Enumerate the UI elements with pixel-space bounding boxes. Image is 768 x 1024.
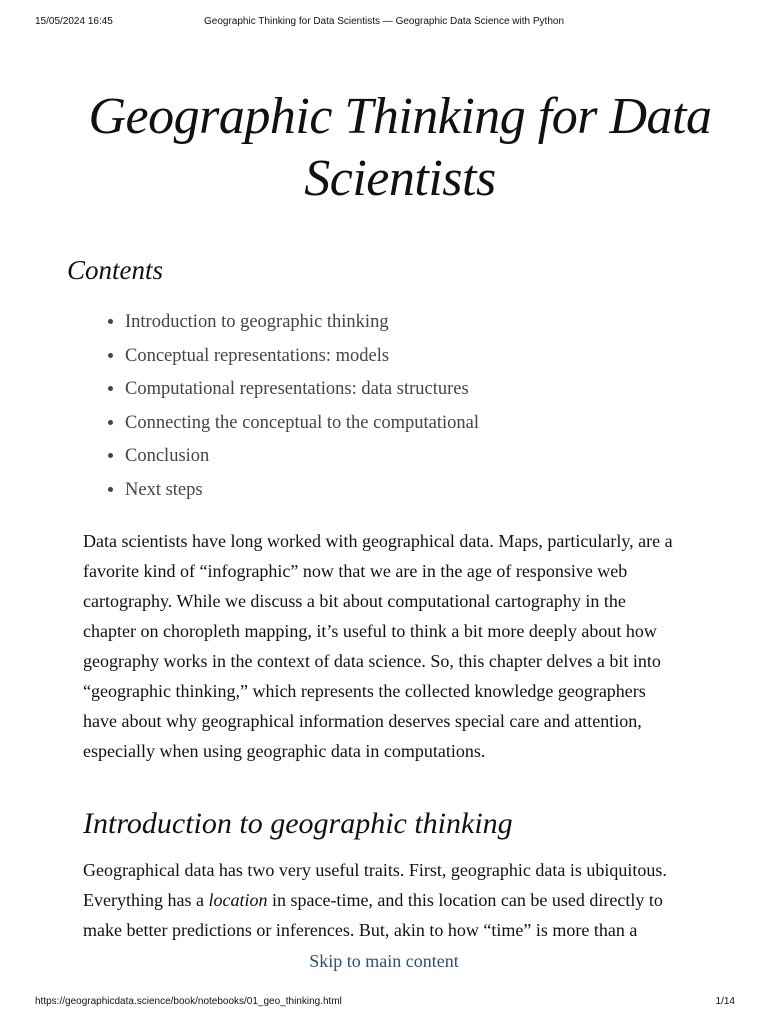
toc-item [125, 306, 479, 340]
section-paragraph [83, 855, 703, 945]
section-line: Everything has a [83, 890, 209, 910]
toc-item [125, 340, 479, 374]
toc-item [125, 474, 479, 508]
toc-item [125, 407, 479, 441]
intro-line: cartography. While we discuss a bit about computational cartography in the [83, 591, 626, 611]
table-of-contents [104, 306, 479, 508]
intro-line: “geographic thinking,” which represents the collected knowledge geographers [83, 681, 646, 701]
skip-to-main-content-link[interactable]: Skip to main content [309, 951, 459, 971]
toc-link-introduction[interactable]: Introduction to geographic thinking [125, 312, 389, 332]
page-title: Geographic Thinking for Data Scientists [88, 88, 712, 207]
toc-link-next-steps[interactable]: Next steps [125, 479, 203, 500]
intro-paragraph [83, 526, 723, 766]
toc-link-conceptual[interactable]: Conceptual representations: models [125, 345, 390, 366]
section-heading: Introduction to geographic thinking [83, 807, 513, 840]
section-line: Geographical data has two very useful traits. First, geographic data is ubiquitous. [83, 860, 667, 880]
intro-line: Data scientists have long worked with geographical data. Maps, particularly, are a [83, 531, 673, 551]
contents-heading: Contents [67, 255, 164, 285]
print-header [0, 16, 768, 30]
emphasis-location: location [208, 890, 268, 910]
print-document-title: Geographic Thinking for Data Scientists — Geographic Data Science with Python [204, 16, 564, 27]
print-footer [0, 996, 768, 1010]
toc-link-conclusion[interactable]: Conclusion [125, 446, 210, 467]
intro-line: favorite kind of “infographic” now that we are in the age of responsive web [83, 561, 628, 581]
print-url: https://geographicdata.science/book/notebooks/01_geo_thinking.html [35, 996, 342, 1007]
section-line: make better predictions or inferences. But, akin to how “time” is more than a [83, 920, 638, 940]
intro-line: chapter on choropleth mapping, it’s useful to think a bit more deeply about how [83, 621, 657, 641]
toc-item [125, 373, 479, 407]
intro-line: geography works in the context of data science. So, this chapter delves a bit into [83, 651, 661, 671]
toc-item [125, 440, 479, 474]
print-date: 15/05/2024 16:45 [35, 16, 113, 27]
intro-line: have about why geographical information deserves special care and attention, [83, 711, 642, 731]
toc-link-connecting[interactable]: Connecting the conceptual to the computational [125, 412, 479, 433]
section-line: in space-time, and this location can be used directly to [267, 890, 663, 910]
toc-link-computational[interactable]: Computational representations: data structures [125, 379, 469, 400]
intro-line: especially when using geographic data in computations. [83, 741, 486, 761]
print-page-number: 1/14 [715, 996, 735, 1007]
